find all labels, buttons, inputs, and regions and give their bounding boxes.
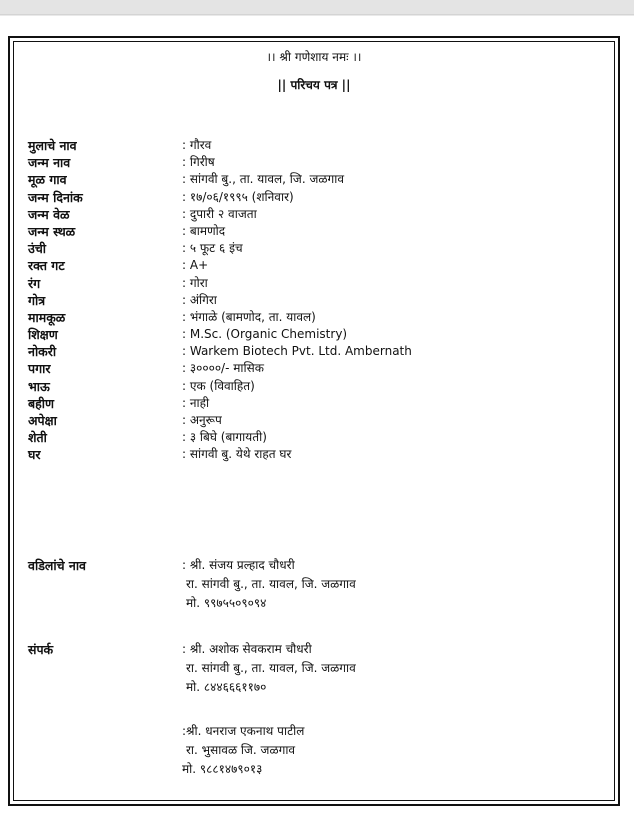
field-row — [28, 257, 618, 274]
field-label: शिक्षण — [28, 327, 58, 343]
contact1-phone: मो. ८४४६६६११७० — [186, 680, 267, 694]
field-label: उंची — [28, 241, 47, 257]
field-row — [28, 378, 618, 395]
field-value: : ३००००/- मासिक — [182, 361, 264, 376]
invocation-text: ।। श्री गणेशाय नमः ।। — [266, 50, 362, 64]
field-value: : ३ बिघे (बागायती) — [182, 430, 267, 445]
field-row — [28, 223, 618, 240]
field-row — [28, 137, 618, 154]
field-label: रंग — [28, 275, 41, 291]
field-value: : दुपारी २ वाजता — [182, 206, 257, 221]
field-row — [28, 154, 618, 171]
field-label: भाऊ — [28, 378, 50, 394]
contact2-address: रा. भुसावळ जि. जळगाव — [186, 743, 296, 757]
document-page — [0, 16, 634, 816]
field-label: जन्म वेळ — [28, 206, 70, 222]
field-value: : गोरा — [182, 275, 208, 290]
field-label: शेती — [28, 430, 47, 446]
field-row — [28, 189, 618, 206]
field-value: : सांगवी बु., ता. यावल, जि. जळगाव — [182, 172, 345, 187]
field-row — [28, 395, 618, 412]
field-label: बहीण — [28, 395, 55, 411]
field-row — [28, 360, 618, 377]
field-label: जन्म स्थळ — [28, 223, 76, 239]
field-row — [28, 206, 618, 223]
father-name: : श्री. संजय प्रल्हाद चौधरी — [182, 558, 295, 572]
field-label: जन्म दिनांक — [28, 189, 83, 205]
field-value: : Warkem Biotech Pvt. Ltd. Ambernath — [182, 344, 412, 359]
field-value: : A+ — [182, 258, 209, 273]
field-value: : अंगिरा — [182, 292, 217, 307]
father-address: रा. सांगवी बु., ता. यावल, जि. जळगाव — [186, 577, 356, 591]
field-row — [28, 412, 618, 429]
field-value: : सांगवी बु. येथे राहत घर — [182, 447, 292, 462]
biodata-fields — [28, 137, 618, 464]
contact2-name: :श्री. धनराज एकनाथ पाटील — [182, 724, 305, 738]
field-label: मामकूळ — [28, 309, 66, 325]
page-border-inner — [13, 41, 615, 801]
page-border — [8, 36, 620, 806]
field-value: : बामणोद — [182, 223, 226, 238]
field-label: गोत्र — [28, 292, 46, 308]
field-row — [28, 292, 618, 309]
field-value: : गौरव — [182, 138, 212, 152]
field-label: रक्त गट — [28, 258, 65, 274]
father-phone: मो. ९९७५५०९०९४ — [186, 596, 267, 610]
field-value: : एक (विवाहित) — [182, 378, 255, 393]
contact1-address: रा. सांगवी बु., ता. यावल, जि. जळगाव — [186, 661, 356, 675]
field-value: : M.Sc. (Organic Chemistry) — [182, 327, 348, 342]
field-row — [28, 171, 618, 188]
field-label: मूळ गाव — [28, 172, 67, 188]
viewer-toolbar — [0, 0, 634, 15]
field-label: पगार — [28, 361, 51, 377]
field-value: : गिरीष — [182, 155, 215, 170]
field-label: अपेक्षा — [28, 413, 57, 428]
field-value: : नाही — [182, 395, 210, 410]
field-row — [28, 309, 618, 326]
contact-label: संपर्क — [28, 642, 54, 657]
field-label: नोकरी — [28, 344, 57, 360]
field-label: जन्म नाव — [28, 155, 71, 171]
field-label: मुलाचे नाव — [28, 138, 77, 153]
contact2-phone: मो. ९८८१४७९०१३ — [182, 762, 263, 776]
field-label: घर — [28, 447, 41, 463]
field-row — [28, 446, 618, 463]
field-row — [28, 326, 618, 343]
field-value: : १७/०६/१९९५ (शनिवार) — [182, 189, 294, 204]
field-row — [28, 240, 618, 257]
field-value: : ५ फूट ६ इंच — [182, 241, 243, 256]
field-row — [28, 275, 618, 292]
field-row — [28, 343, 618, 360]
contact1-name: : श्री. अशोक सेवकराम चौधरी — [182, 642, 312, 656]
father-label: वडिलांचे नाव — [28, 558, 87, 573]
field-value: : अनुरूप — [182, 413, 222, 427]
field-row — [28, 429, 618, 446]
document-title: || परिचय पत्र || — [277, 78, 351, 92]
field-value: : भंगाळे (बामणोद, ता. यावल) — [182, 309, 316, 324]
